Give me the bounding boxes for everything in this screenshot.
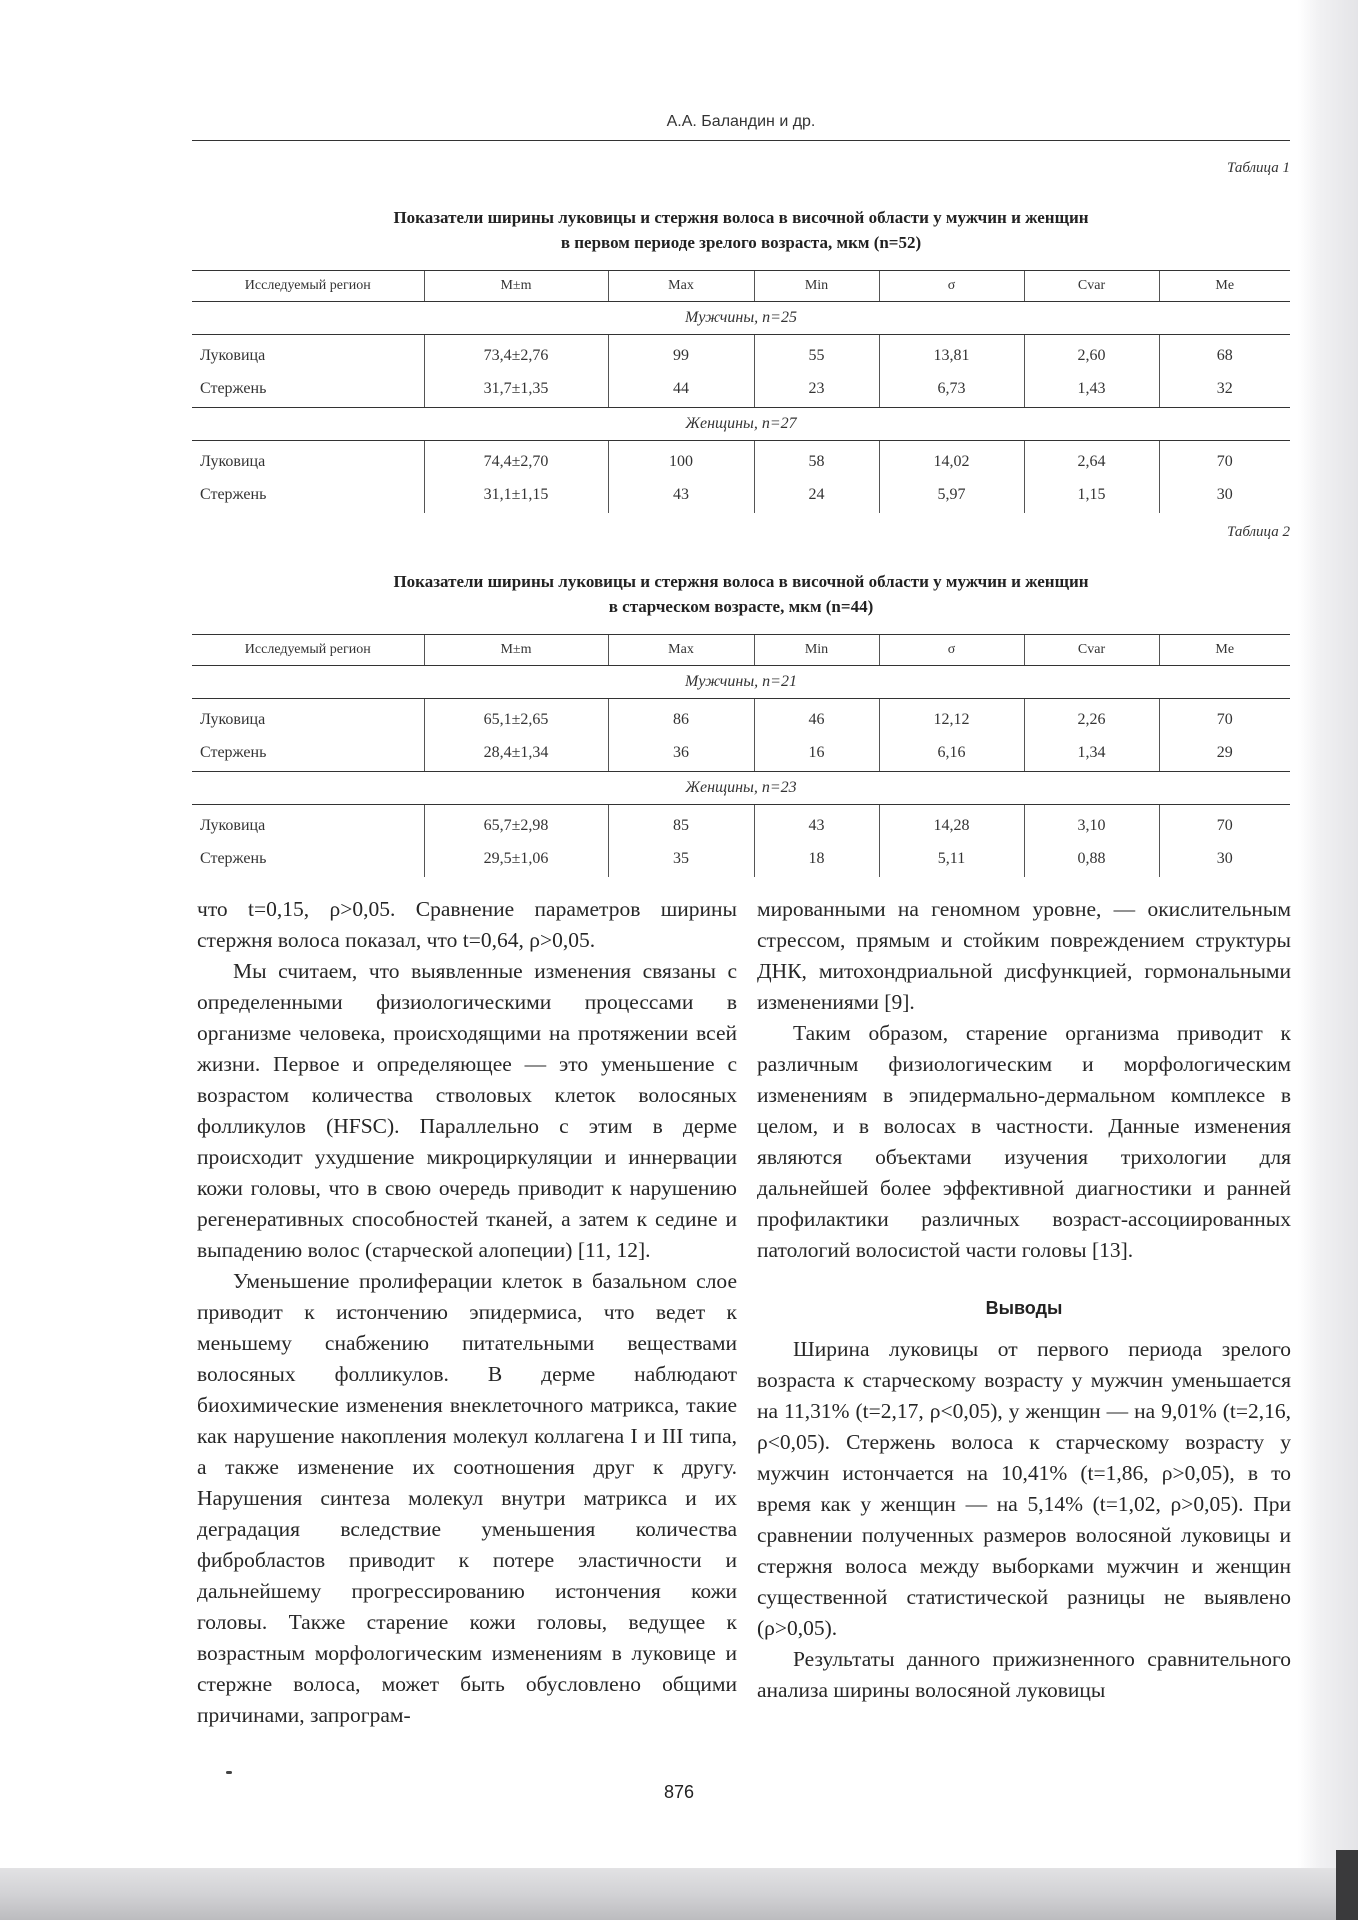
cell-min: 58 xyxy=(754,441,879,479)
running-head: А.А. Баландин и др. xyxy=(666,113,816,130)
cell-region: Стержень xyxy=(192,372,424,408)
paragraph: Мы считаем, что выявленные изменения связаны с определенными физиологическими процессами в организме человека, происходящими на протяжении всей жизни. Первое и определяющее — это уменьшение с возрастом количества стволовых клеток волосяных фолликулов (HFSC). Параллельно с этим в дерме происходит ухудшение микроциркуляции и иннервации кожи головы, что в свою очередь приводит к нарушению регенеративных способностей тканей, а затем к седине и выпадению волос (старческой алопеции) [11, 12]. xyxy=(197,959,737,1262)
cell-median: 30 xyxy=(1159,842,1290,877)
cell-cvar: 1,43 xyxy=(1024,372,1159,408)
column-header: M±m xyxy=(424,271,608,302)
cell-sigma: 6,16 xyxy=(879,736,1024,772)
page-number: 876 xyxy=(663,1782,695,1802)
cell-max: 44 xyxy=(608,372,754,408)
paragraph: Ширина луковицы от первого периода зрелого возраста к старческому возрасту у мужчин уменьшается на 11,31% (t=2,17, ρ<0,05), у женщин — на 9,01% (t=2,16, ρ<0,05). Стержень волоса к старческому возрасту у мужчин истончается на 10,41% (t=1,86, ρ>0,05), в то время как у женщин — на 5,14% (t=1,02, ρ>0,05). При сравнении полученных размеров волосяной луковицы и стержня волоса между выборками мужчин и женщин существенной статистической разницы не выявлено (ρ>0,05). xyxy=(757,1337,1291,1640)
table-2-title-line2: в старческом возрасте, мкм (n=44) xyxy=(608,597,874,616)
scan-edge-right xyxy=(1298,0,1358,1920)
group-label: Мужчины, n=21 xyxy=(192,666,1290,699)
cell-cvar: 2,60 xyxy=(1024,335,1159,373)
cell-cvar: 1,34 xyxy=(1024,736,1159,772)
group-row-men xyxy=(192,302,1290,335)
cell-median: 68 xyxy=(1159,335,1290,373)
cell-min: 46 xyxy=(754,699,879,737)
column-header: Исследуемый регион xyxy=(192,635,424,666)
cell-median: 32 xyxy=(1159,372,1290,408)
cell-cvar: 2,26 xyxy=(1024,699,1159,737)
column-header: Cvar xyxy=(1024,271,1159,302)
table-1-title xyxy=(192,205,1290,255)
column-header: Исследуемый регион xyxy=(192,271,424,302)
table-2-label: Таблица 2 xyxy=(1227,524,1290,540)
cell-min: 43 xyxy=(754,805,879,843)
table-row xyxy=(192,478,1290,513)
cell-cvar: 1,15 xyxy=(1024,478,1159,513)
group-row-women xyxy=(192,772,1290,805)
cell-mean: 31,1±1,15 xyxy=(424,478,608,513)
cell-median: 30 xyxy=(1159,478,1290,513)
cell-sigma: 14,02 xyxy=(879,441,1024,479)
column-header: Min xyxy=(754,635,879,666)
cell-min: 16 xyxy=(754,736,879,772)
cell-mean: 29,5±1,06 xyxy=(424,842,608,877)
cell-median: 29 xyxy=(1159,736,1290,772)
section-heading-conclusions: Выводы xyxy=(985,1298,1063,1318)
table-2-title xyxy=(192,569,1290,619)
table-1-header-row xyxy=(192,271,1290,302)
cell-median: 70 xyxy=(1159,441,1290,479)
cell-region: Стержень xyxy=(192,736,424,772)
cell-max: 43 xyxy=(608,478,754,513)
cell-mean: 65,7±2,98 xyxy=(424,805,608,843)
column-header: Max xyxy=(608,635,754,666)
table-2-title-line1: Показатели ширины луковицы и стержня волоса в височной области у мужчин и женщин xyxy=(393,572,1089,591)
column-header: Me xyxy=(1159,635,1290,666)
table-1-title-line2: в первом периоде зрелого возраста, мкм (n=52) xyxy=(560,233,922,252)
table-row xyxy=(192,441,1290,479)
column-header: M±m xyxy=(424,635,608,666)
group-label: Женщины, n=27 xyxy=(192,408,1290,441)
column-header: Min xyxy=(754,271,879,302)
scan-speck xyxy=(226,1771,232,1774)
paragraph: что t=0,15, ρ>0,05. Сравнение параметров ширины стержня волоса показал, что t=0,64, ρ>0,05. xyxy=(197,897,737,952)
paragraph: Результаты данного прижизненного сравнительного анализа ширины волосяной луковицы xyxy=(757,1647,1291,1702)
cell-max: 85 xyxy=(608,805,754,843)
table-1-label: Таблица 1 xyxy=(1227,160,1290,176)
cell-mean: 73,4±2,76 xyxy=(424,335,608,373)
cell-min: 23 xyxy=(754,372,879,408)
table-2 xyxy=(192,634,1290,877)
cell-mean: 65,1±2,65 xyxy=(424,699,608,737)
cell-region: Луковица xyxy=(200,710,266,728)
header-rule xyxy=(192,140,1290,141)
paragraph: Таким образом, старение организма приводит к различным физиологическим и морфологическим изменениям в эпидермально-дермальном комплексе в целом, и в волосах в частности. Данные изменения являются объектами изучения трихологии для дальнейшей более эффективной диагностики и ранней профилактики различных возраст-ассоциированных патологий волосистой части головы [13]. xyxy=(757,1021,1291,1262)
cell-region: Стержень xyxy=(200,485,267,503)
cell-cvar: 0,88 xyxy=(1024,842,1159,877)
cell-sigma: 5,97 xyxy=(879,478,1024,513)
cell-sigma: 13,81 xyxy=(879,335,1024,373)
table-2-header-row xyxy=(192,635,1290,666)
group-row-women xyxy=(192,408,1290,441)
cell-sigma: 5,11 xyxy=(879,842,1024,877)
cell-min: 18 xyxy=(754,842,879,877)
cell-max: 100 xyxy=(608,441,754,479)
cell-max: 99 xyxy=(608,335,754,373)
cell-region: Луковица xyxy=(200,816,266,834)
paragraph: мированными на геномном уровне, — окислительным стрессом, прямым и стойким повреждением структуры ДНК, митохондриальной дисфункцией, гормональными изменениями [9]. xyxy=(757,897,1291,1014)
cell-region: Стержень xyxy=(200,849,267,867)
cell-cvar: 2,64 xyxy=(1024,441,1159,479)
cell-min: 24 xyxy=(754,478,879,513)
cell-min: 55 xyxy=(754,335,879,373)
table-1-title-line1: Показатели ширины луковицы и стержня волоса в височной области у мужчин и женщин xyxy=(393,208,1089,227)
scan-edge-corner xyxy=(1336,1850,1358,1920)
cell-sigma: 6,73 xyxy=(879,372,1024,408)
body-column-left xyxy=(197,894,737,1731)
table-row xyxy=(192,372,1290,408)
cell-sigma: 14,28 xyxy=(879,805,1024,843)
cell-max: 35 xyxy=(608,842,754,877)
group-label: Женщины, n=23 xyxy=(192,772,1290,805)
cell-mean: 31,7±1,35 xyxy=(424,372,608,408)
cell-region: Луковица xyxy=(200,452,266,470)
table-row xyxy=(192,335,1290,373)
table-row xyxy=(192,736,1290,772)
column-header: σ xyxy=(879,271,1024,302)
table-row xyxy=(192,842,1290,877)
group-row-men xyxy=(192,666,1290,699)
cell-median: 70 xyxy=(1159,699,1290,737)
body-column-right xyxy=(757,894,1291,1706)
cell-median: 70 xyxy=(1159,805,1290,843)
scan-edge-bottom xyxy=(0,1868,1358,1920)
column-header: Me xyxy=(1159,271,1290,302)
table-row xyxy=(192,699,1290,737)
cell-max: 36 xyxy=(608,736,754,772)
cell-cvar: 3,10 xyxy=(1024,805,1159,843)
table-row xyxy=(192,805,1290,843)
column-header: Max xyxy=(608,271,754,302)
group-label: Мужчины, n=25 xyxy=(192,302,1290,335)
cell-mean: 28,4±1,34 xyxy=(424,736,608,772)
cell-max: 86 xyxy=(608,699,754,737)
cell-region: Луковица xyxy=(200,346,266,364)
table-1 xyxy=(192,270,1290,513)
column-header: Cvar xyxy=(1024,635,1159,666)
column-header: σ xyxy=(879,635,1024,666)
cell-mean: 74,4±2,70 xyxy=(424,441,608,479)
cell-sigma: 12,12 xyxy=(879,699,1024,737)
paragraph: Уменьшение пролиферации клеток в базальном слое приводит к истончению эпидермиса, что ведет к меньшему снабжению питательными веществами волосяных фолликулов. В дерме наблюдают биохимические изменения внеклеточного матрикса, такие как нарушение накопления молекул коллагена I и III типа, а также изменение их соотношения друг к другу. Нарушения синтеза молекул внутри матрикса и их деградация вследствие уменьшения количества фибробластов приводит к потере эластичности и дальнейшему прогрессированию истончения кожи головы. Также старение кожи головы, ведущее к возрастным морфологическим изменениям в луковице и стержне волоса, может быть обусловлено общими причинами, запрограм- xyxy=(197,1269,737,1727)
